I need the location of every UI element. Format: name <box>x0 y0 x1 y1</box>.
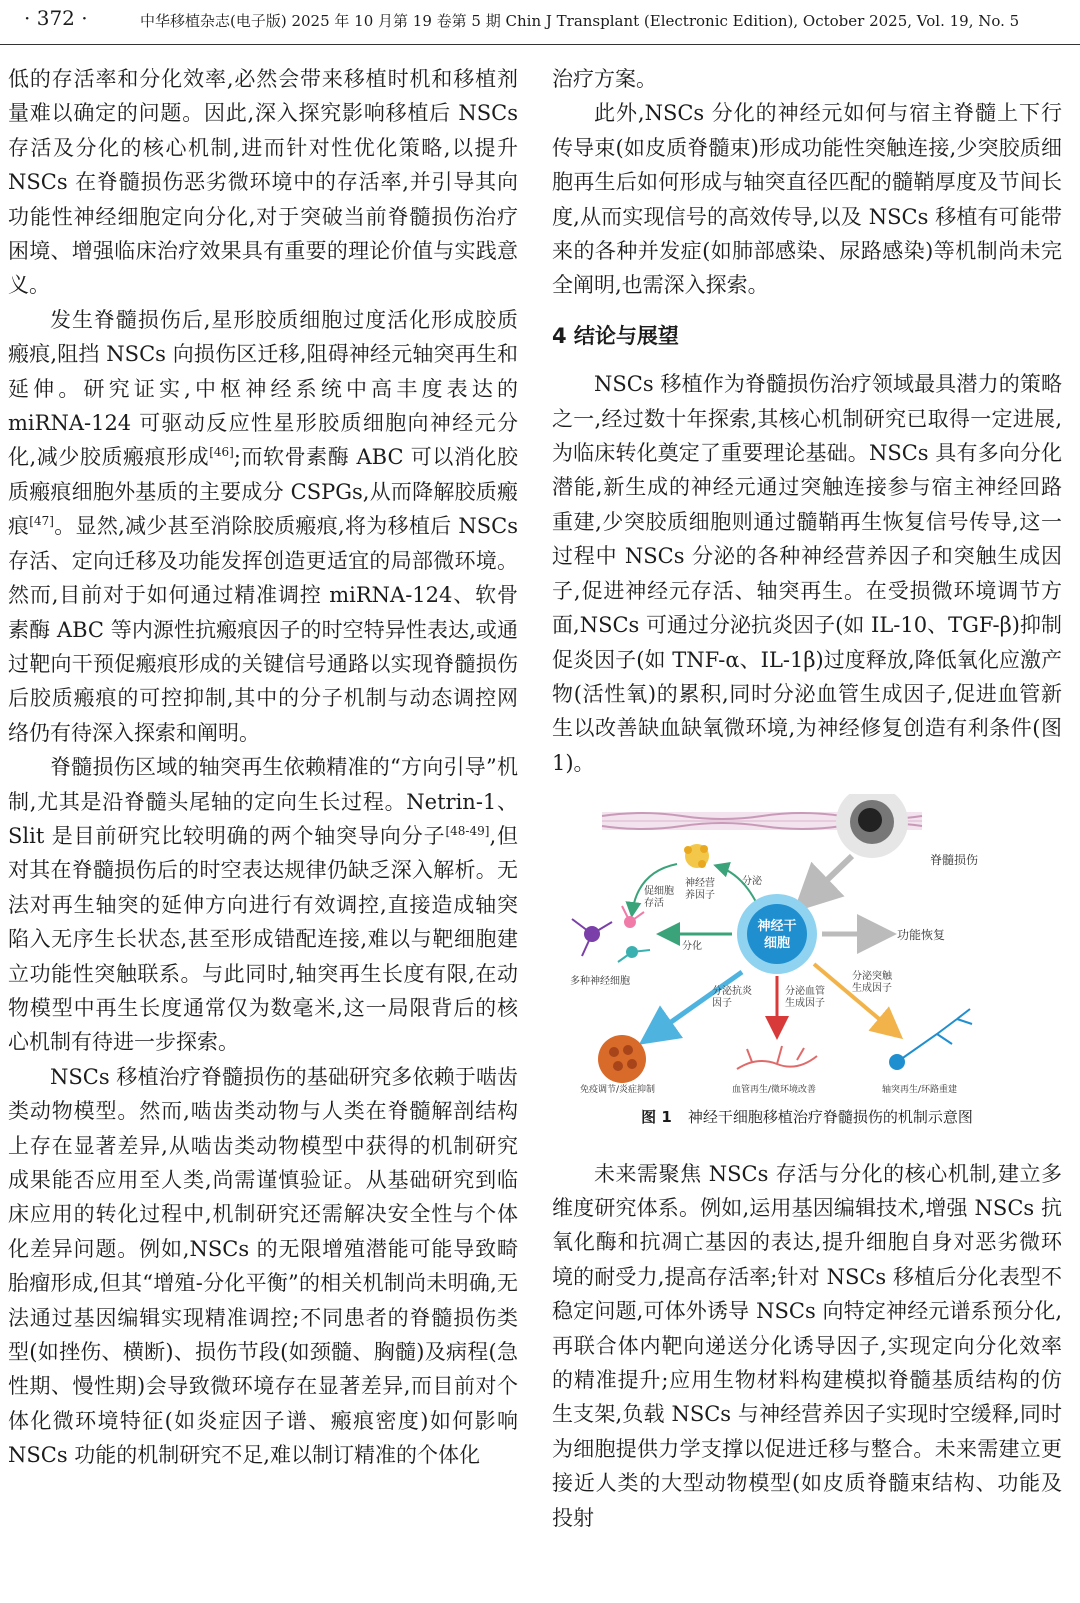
paragraph: 治疗方案。 <box>552 67 657 91</box>
citation-ref[interactable]: [47] <box>29 514 54 529</box>
paragraph-text: ;而软骨素酶 ABC 可以消化胶质瘢痕细胞外基质的主要成分 CSPGs,从而降解胶质瘢痕 <box>8 445 518 539</box>
neurotrophic-factor-cluster <box>684 844 709 868</box>
paragraph-text: 脊髓损伤区域的轴突再生依赖精准的“方向引导”机制,尤其是沿脊髓头尾轴的定向生长过程。Netrin-1、Slit 是目前研究比较明确的两个轴突导向分子 <box>8 755 518 848</box>
neural-cells-illustration <box>572 906 650 962</box>
label-angiogenic: 分泌血管 <box>785 986 825 998</box>
paragraph: 低的存活率和分化效率,必然会带来移植时机和移植剂量难以确定的问题。因此,深入探究影响移植后 NSCs 存活及分化的核心机制,进而针对性优化策略,以提升 NSCs 在脊髓损伤恶劣微环境中的存活率,并引导其向功能性神经细胞定向分化,对于突破当前脊髓损伤治疗困境、增强临床治疗效果具有重要的理论价值与实践意义。 <box>8 67 518 298</box>
left-column <box>8 62 518 1473</box>
label-promote-survival-2: 存活 <box>644 898 664 910</box>
page-header <box>0 0 1080 45</box>
section-heading: 4 结论与展望 <box>552 323 679 348</box>
figure-label: 图 1 <box>641 1108 672 1127</box>
label-promote-survival: 促细胞 <box>644 886 674 898</box>
label-differentiate: 分化 <box>682 941 702 953</box>
paragraph-text: ,但对其在脊髓损伤后的时空表达规律仍缺乏深入解析。无法对再生轴突的延伸方向进行有效调控,直接造成轴突陷入无序生长状态,甚至形成错配连接,难以与靶细胞建立功能性突触联系。与此同时,轴突再生长度有限,在动物模型中再生长度通常仅为数毫米,这一局限背后的核心机制有待进一步探索。 <box>8 823 518 1055</box>
label-nsc: 神经干 <box>757 919 797 935</box>
paragraph: NSCs 移植治疗脊髓损伤的基础研究多依赖于啮齿类动物模型。然而,啮齿类动物与人类在脊髓解剖结构上存在显著差异,从啮齿类动物模型中获得的机制研究成果能否应用至人类,尚需谨慎验证。从基础研究到临床应用的转化过程中,机制研究还需解决安全性与个体化差异问题。例如,NSCs 的无限增殖潜能可能导致畸胎瘤形成,但其“增殖-分化平衡”的相关机制尚未明确,无法通过基因编辑实现精准调控;不同患者的脊髓损伤类型(如挫伤、横断)、损伤节段(如颈髓、胸髓)及病程(急性期、慢性期)会导致微环境存在显著差异,而目前对个体化微环境特征(如炎症因子谱、瘢痕密度)如何影响 NSCs 功能的机制研究不足,难以制订精准的个体化 <box>8 1064 518 1468</box>
paragraph: 未来需聚焦 NSCs 存活与分化的核心机制,建立多维度研究体系。例如,运用基因编辑技术,增强 NSCs 抗氧化酶和抗凋亡基因的表达,提升细胞自身对恶劣微环境的耐受力,提高存活率;针对 NSCs 移植后分化表型不稳定问题,可体外诱导 NSCs 向特定神经元谱系预分化,再联合体内靶向递送分化诱导因子,实现定向分化效率的精准提升;应用生物材料构建模拟脊髓基质结构的仿生支架,负载 NSCs 与神经营养因子实现时空缓释,同时为细胞提供力学支撑以促进迁移与整合。未来需建立更接近人类的大型动物模型(如皮质脊髓束结构、功能及投射 <box>552 1161 1062 1530</box>
label-neurotrophic-2: 养因子 <box>685 890 715 902</box>
label-synaptogenic-2: 生成因子 <box>852 983 892 995</box>
label-spinal-injury: 脊髓损伤 <box>930 853 979 868</box>
figure-1 <box>552 794 1062 1094</box>
paragraph: NSCs 移植作为脊髓损伤治疗领域最具潜力的策略之一,经过数十年探索,其核心机制研究已取得一定进展,为临床转化奠定了重要理论基础。NSCs 具有多向分化潜能,新生成的神经元通过突触连接参与宿主神经回路重建,少突胶质细胞则通过髓鞘再生恢复信号传导,这一过程中 NSCs 分泌的各种神经营养因子和突触生成因子,促进神经元存活、轴突再生。在受损微环境调节方面,NSCs 可通过分泌抗炎因子(如 IL-10、TGF-β)抑制促炎因子(如 TNF-α、IL-1β)过度释放,降低氧化应激产物(活性氧)的累积,同时分泌血管生成因子,促进血管新生以改善缺血缺氧微环境,为神经修复创造有利条件(图 1)。 <box>552 372 1062 775</box>
paragraph <box>8 303 518 750</box>
axon-illustration <box>890 1009 972 1069</box>
paragraph: 此外,NSCs 分化的神经元如何与宿主脊髓上下行传导束(如皮质脊髓束)形成功能性突触连接,少突胶质细胞再生后如何形成与轴突直径匹配的髓鞘厚度及节间长度,从而实现信号的高效传导,以及 NSCs 移植有可能带来的各种并发症(如肺部感染、尿路感染)等机制尚未完全阐明,也需深入探索。 <box>552 101 1062 298</box>
label-multiple-cells: 多种神经细胞 <box>570 976 630 988</box>
label-immune: 免疫调节/炎症抑制 <box>580 1085 656 1095</box>
immune-cell-illustration <box>598 1035 646 1083</box>
figure-caption <box>552 1100 1062 1134</box>
mechanism-diagram <box>552 794 1062 1094</box>
lesion-illustration <box>836 794 908 858</box>
paragraph-text: 发生脊髓损伤后,星形胶质细胞过度活化形成胶质瘢痕,阻挡 NSCs 向损伤区迁移,阻碍神经元轴突再生和延伸。研究证实,中枢神经系统中高丰度表达的 miRNA-124 可驱动反应性星形胶质细胞向神经元分化,减少胶质瘢痕形成 <box>8 307 518 470</box>
label-axon: 轴突再生/环路重建 <box>882 1085 958 1095</box>
label-vessel: 血管再生/微环境改善 <box>732 1085 817 1095</box>
label-secrete: 分泌 <box>742 876 762 888</box>
vessel-illustration <box>737 1046 817 1069</box>
paragraph <box>8 750 518 1060</box>
page-number: · 372 · <box>24 6 88 30</box>
label-neurotrophic: 神经营 <box>685 878 715 890</box>
journal-citation-line: 中华移植杂志(电子版) 2025 年 10 月第 19 卷第 5 期 Chin J Transplant (Electronic Edition), October 2025, Vol. 19, No. 5 <box>140 12 1020 30</box>
figure-caption-text: 神经干细胞移植治疗脊髓损伤的机制示意图 <box>687 1108 973 1127</box>
citation-ref[interactable]: [46] <box>209 445 234 460</box>
label-nsc-2: 细胞 <box>763 936 791 952</box>
paragraph-text: 。显然,减少甚至消除胶质瘢痕,将为移植后 NSCs 存活、定向迁移及功能发挥创造更适宜的局部微环境。然而,目前对于如何通过精准调控 miRNA-124、软骨素酶 ABC 等内源性抗瘢痕因子的时空特异性表达,或通过靶向干预促瘢痕形成的关键信号通路以实现脊髓损伤后胶质瘢痕的可控抑制,其中的分子机制与动态调控网络仍有待深入探索和阐明。 <box>8 514 518 745</box>
nsc-cell-illustration <box>737 894 817 974</box>
right-column <box>552 62 1062 1535</box>
citation-ref[interactable]: [48-49] <box>445 823 490 838</box>
label-anti-inflammatory-2: 因子 <box>712 998 732 1010</box>
label-synaptogenic: 分泌突触 <box>852 971 892 983</box>
label-anti-inflammatory: 分泌抗炎 <box>712 986 752 998</box>
label-function-recovery: 功能恢复 <box>897 928 946 943</box>
label-angiogenic-2: 生成因子 <box>785 998 825 1010</box>
